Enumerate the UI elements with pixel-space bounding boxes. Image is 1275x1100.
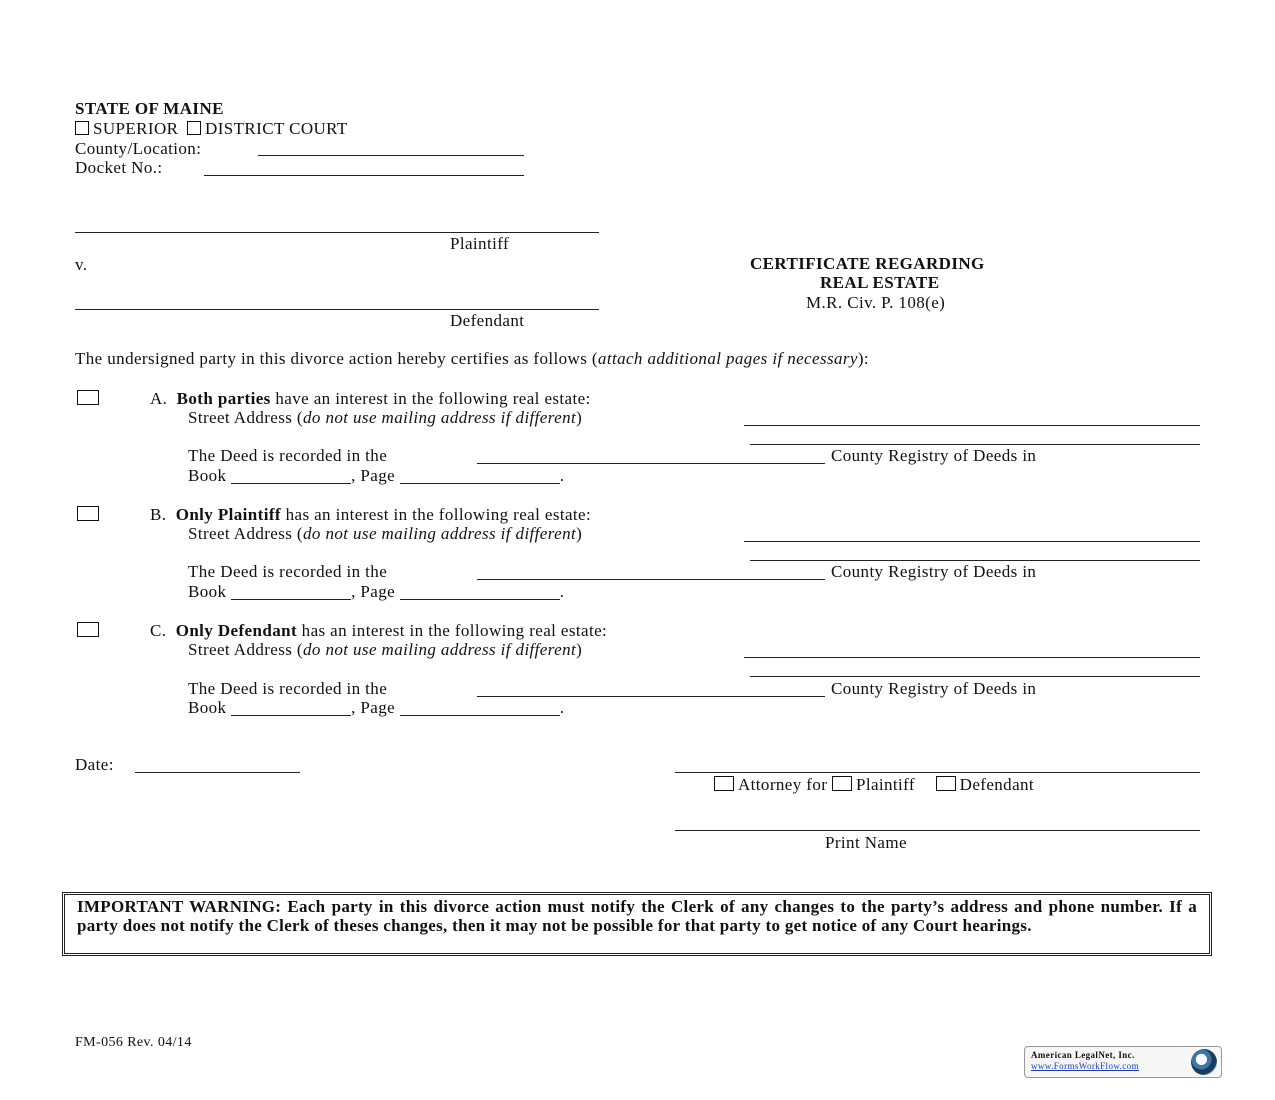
section-bold: Only Defendant [175, 621, 298, 640]
print-name-field[interactable] [675, 830, 1200, 831]
book-page-row: Book , Page . [188, 582, 565, 601]
defendant-name-field[interactable] [75, 309, 599, 310]
section-bold: Only Plaintiff [175, 505, 281, 524]
attorney-defendant-label: Defendant [959, 775, 1035, 794]
attorney-plaintiff-label: Plaintiff [855, 775, 915, 794]
book-label: Book [188, 698, 227, 717]
versus-label: v. [75, 255, 88, 274]
superior-label: SUPERIOR [93, 119, 179, 138]
attorney-checkbox[interactable] [714, 776, 734, 791]
intro-text: The undersigned party in this divorce action hereby certifies as follows ( [75, 349, 598, 368]
logo-url-link[interactable]: www.FormsWorkFlow.com [1031, 1061, 1140, 1071]
page-label: , Page [351, 698, 396, 717]
street-address-label: Street Address (do not use mailing address if different) [188, 640, 583, 659]
deed-label: The Deed is recorded in the [188, 679, 388, 698]
section-rest: has an interest in the following real estate: [297, 621, 608, 640]
section-a-heading [150, 389, 591, 409]
page-label: , Page [351, 466, 396, 485]
logo-company-name: American LegalNet, Inc. [1031, 1050, 1135, 1060]
county-field[interactable] [258, 155, 524, 156]
important-warning-box [62, 892, 1212, 956]
section-c-heading [150, 621, 607, 641]
book-field[interactable] [231, 469, 351, 484]
county-registry-field[interactable] [477, 579, 825, 580]
page-field[interactable] [400, 701, 560, 716]
street-address-label: Street Address (do not use mailing address if different) [188, 524, 583, 543]
court-selection [75, 119, 348, 139]
intro-statement [75, 349, 869, 369]
intro-end: ): [857, 349, 870, 368]
section-a-checkbox[interactable] [77, 390, 99, 405]
state-heading: STATE OF MAINE [75, 99, 224, 118]
registry-label: County Registry of Deeds in [831, 679, 1037, 698]
deed-label: The Deed is recorded in the [188, 446, 388, 465]
book-page-row: Book , Page . [188, 466, 565, 485]
docket-field[interactable] [204, 175, 524, 176]
street-address-field[interactable] [744, 657, 1200, 658]
docket-label: Docket No.: [75, 158, 163, 177]
district-label: DISTRICT COURT [205, 119, 348, 138]
important-warning-text: IMPORTANT WARNING: Each party in this divorce action must notify the Clerk of any changes to the party’s address and phone number. If a party does not notify the Clerk of theses changes, then it may not be possible for that party to get notice of any Court hearings. [77, 897, 1197, 935]
street-address-field[interactable] [744, 541, 1200, 542]
section-rest: have an interest in the following real estate: [270, 389, 591, 408]
page-field[interactable] [400, 469, 560, 484]
page-field[interactable] [400, 585, 560, 600]
section-c-checkbox[interactable] [77, 622, 99, 637]
defendant-label: Defendant [450, 311, 525, 330]
document-title-line1: CERTIFICATE REGARDING [750, 254, 985, 273]
attorney-options [714, 775, 1034, 795]
vendor-logo [1024, 1046, 1222, 1078]
county-registry-field[interactable] [477, 696, 825, 697]
deed-label: The Deed is recorded in the [188, 562, 388, 581]
book-page-row: Book , Page . [188, 698, 565, 717]
print-name-label: Print Name [825, 833, 907, 852]
intro-italic: attach additional pages if necessary [597, 349, 858, 368]
section-bold: Both parties [176, 389, 271, 408]
date-label: Date: [75, 755, 114, 774]
section-letter: A. [150, 389, 168, 408]
form-number: FM-056 Rev. 04/14 [75, 1035, 192, 1050]
street-address-field-2[interactable] [750, 676, 1200, 677]
county-registry-field[interactable] [477, 463, 825, 464]
registry-label: County Registry of Deeds in [831, 446, 1037, 465]
plaintiff-label: Plaintiff [450, 234, 510, 253]
globe-icon [1191, 1049, 1217, 1075]
date-field[interactable] [135, 772, 300, 773]
document-title-line2: REAL ESTATE [820, 273, 940, 292]
registry-label: County Registry of Deeds in [831, 562, 1037, 581]
section-b-checkbox[interactable] [77, 506, 99, 521]
plaintiff-name-field[interactable] [75, 232, 599, 233]
street-address-field-2[interactable] [750, 444, 1200, 445]
district-checkbox[interactable] [187, 121, 201, 135]
book-field[interactable] [231, 585, 351, 600]
county-label: County/Location: [75, 139, 202, 158]
street-address-label: Street Address (do not use mailing address if different) [188, 408, 583, 427]
attorney-plaintiff-checkbox[interactable] [832, 776, 852, 791]
book-label: Book [188, 582, 227, 601]
street-address-field[interactable] [744, 425, 1200, 426]
attorney-label: Attorney for [738, 775, 828, 794]
page-label: , Page [351, 582, 396, 601]
section-rest: has an interest in the following real estate: [280, 505, 592, 524]
section-letter: C. [150, 621, 167, 640]
section-letter: B. [150, 505, 167, 524]
section-b-heading [150, 505, 591, 525]
signature-field[interactable] [675, 772, 1200, 773]
superior-checkbox[interactable] [75, 121, 89, 135]
book-field[interactable] [231, 701, 351, 716]
rule-citation: M.R. Civ. P. 108(e) [806, 293, 946, 312]
attorney-defendant-checkbox[interactable] [936, 776, 956, 791]
book-label: Book [188, 466, 227, 485]
street-address-field-2[interactable] [750, 560, 1200, 561]
